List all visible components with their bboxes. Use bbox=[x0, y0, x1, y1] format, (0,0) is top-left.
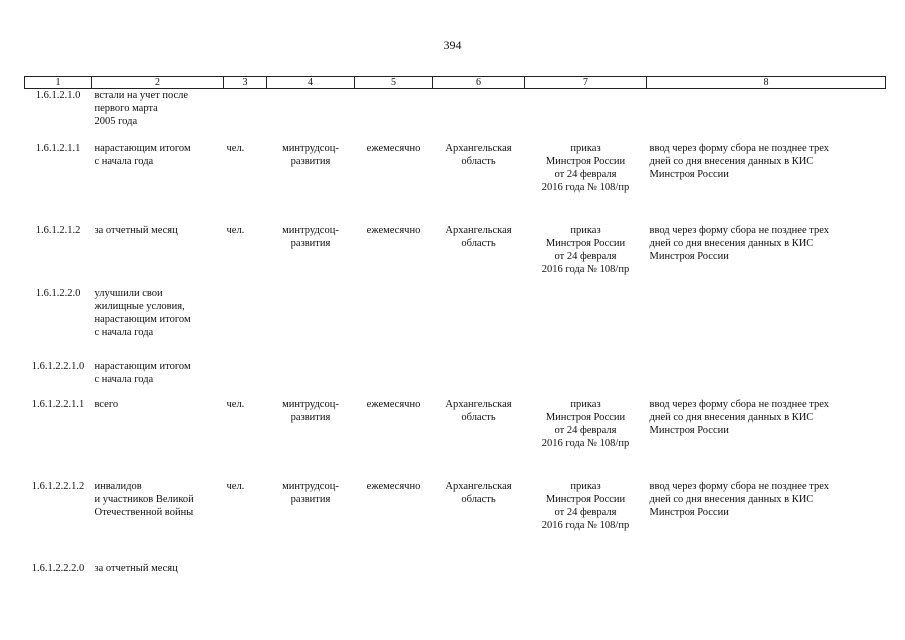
table-row bbox=[25, 287, 886, 360]
column-header: 3 bbox=[224, 77, 267, 89]
row-agency bbox=[267, 89, 355, 142]
column-header: 6 bbox=[433, 77, 525, 89]
row-code: 1.6.1.2.1.1 bbox=[35, 142, 81, 154]
row-period bbox=[355, 287, 433, 360]
row-region bbox=[433, 360, 525, 398]
table-row bbox=[25, 224, 886, 287]
row-name: инвалидов и участников Великой Отечественной войны bbox=[94, 480, 194, 518]
row-code: 1.6.1.2.1.2 bbox=[35, 224, 81, 236]
row-basis bbox=[525, 360, 647, 398]
row-region bbox=[433, 562, 525, 582]
column-header: 5 bbox=[355, 77, 433, 89]
column-header: 7 bbox=[525, 77, 647, 89]
row-name: за отчетный месяц bbox=[94, 224, 178, 236]
table-row bbox=[25, 398, 886, 480]
row-method: ввод через форму сбора не позднее трех дней со дня внесения данных в КИС Минстроя России bbox=[649, 480, 829, 518]
row-code: 1.6.1.2.2.1.0 bbox=[31, 360, 85, 372]
row-region: Архангельская область bbox=[445, 224, 512, 249]
row-period: ежемесячно bbox=[366, 142, 421, 154]
row-unit bbox=[224, 89, 267, 142]
row-basis bbox=[525, 562, 647, 582]
row-period bbox=[355, 360, 433, 398]
indicator-table bbox=[24, 76, 886, 582]
table-row bbox=[25, 360, 886, 398]
table-row bbox=[25, 142, 886, 224]
row-period: ежемесячно bbox=[366, 480, 421, 492]
column-header: 2 bbox=[92, 77, 224, 89]
row-region bbox=[433, 89, 525, 142]
row-name: нарастающим итогом с начала года bbox=[94, 360, 191, 385]
row-agency bbox=[267, 287, 355, 360]
row-name: всего bbox=[94, 398, 119, 410]
row-period: ежемесячно bbox=[366, 398, 421, 410]
table-row bbox=[25, 562, 886, 582]
page-number: 394 bbox=[443, 38, 462, 52]
row-method bbox=[647, 562, 886, 582]
column-header: 8 bbox=[647, 77, 886, 89]
table-row bbox=[25, 89, 886, 142]
row-method: ввод через форму сбора не позднее трех дней со дня внесения данных в КИС Минстроя России bbox=[649, 142, 829, 180]
row-region: Архангельская область bbox=[445, 398, 512, 423]
row-unit bbox=[224, 562, 267, 582]
row-unit: чел. bbox=[226, 480, 245, 492]
row-method: ввод через форму сбора не позднее трех дней со дня внесения данных в КИС Минстроя России bbox=[649, 398, 829, 436]
row-unit: чел. bbox=[226, 224, 245, 236]
row-region bbox=[433, 287, 525, 360]
row-code: 1.6.1.2.2.1.1 bbox=[31, 398, 85, 410]
column-header: 4 bbox=[267, 77, 355, 89]
row-region: Архангельская область bbox=[445, 142, 512, 167]
row-unit bbox=[224, 287, 267, 360]
row-method bbox=[647, 287, 886, 360]
row-method: ввод через форму сбора не позднее трех дней со дня внесения данных в КИС Минстроя России bbox=[649, 224, 829, 262]
row-agency: минтрудсоц- развития bbox=[282, 224, 339, 249]
row-agency: минтрудсоц- развития bbox=[282, 398, 339, 423]
row-code: 1.6.1.2.1.0 bbox=[35, 90, 81, 101]
row-code: 1.6.1.2.2.2.0 bbox=[31, 562, 85, 574]
row-period bbox=[355, 562, 433, 582]
row-basis: приказ Минстроя России от 24 февраля 2016 года № 108/пр bbox=[541, 398, 630, 449]
row-basis bbox=[525, 89, 647, 142]
row-unit bbox=[224, 360, 267, 398]
row-period: ежемесячно bbox=[366, 224, 421, 236]
row-agency: минтрудсоц- развития bbox=[282, 142, 339, 167]
row-agency bbox=[267, 562, 355, 582]
row-region: Архангельская область bbox=[445, 480, 512, 505]
row-basis bbox=[525, 287, 647, 360]
row-method bbox=[647, 360, 886, 398]
column-header: 1 bbox=[25, 77, 92, 89]
column-number-header bbox=[25, 77, 886, 89]
row-code: 1.6.1.2.2.1.2 bbox=[31, 480, 85, 492]
row-period bbox=[355, 89, 433, 142]
row-agency bbox=[267, 360, 355, 398]
row-name: нарастающим итогом с начала года bbox=[94, 142, 191, 167]
row-method bbox=[647, 89, 886, 142]
table-row bbox=[25, 480, 886, 562]
row-unit: чел. bbox=[226, 142, 245, 154]
row-unit: чел. bbox=[226, 398, 245, 410]
row-agency: минтрудсоц- развития bbox=[282, 480, 339, 505]
row-basis: приказ Минстроя России от 24 февраля 2016 года № 108/пр bbox=[541, 224, 630, 275]
row-basis: приказ Минстроя России от 24 февраля 2016 года № 108/пр bbox=[541, 142, 630, 193]
row-name: улучшили свои жилищные условия, нарастающим итогом с начала года bbox=[94, 287, 191, 338]
row-basis: приказ Минстроя России от 24 февраля 2016 года № 108/пр bbox=[541, 480, 630, 531]
row-code: 1.6.1.2.2.0 bbox=[35, 287, 81, 299]
row-name: за отчетный месяц bbox=[94, 562, 178, 574]
row-name: встали на учет после первого марта 2005 года bbox=[94, 90, 189, 127]
